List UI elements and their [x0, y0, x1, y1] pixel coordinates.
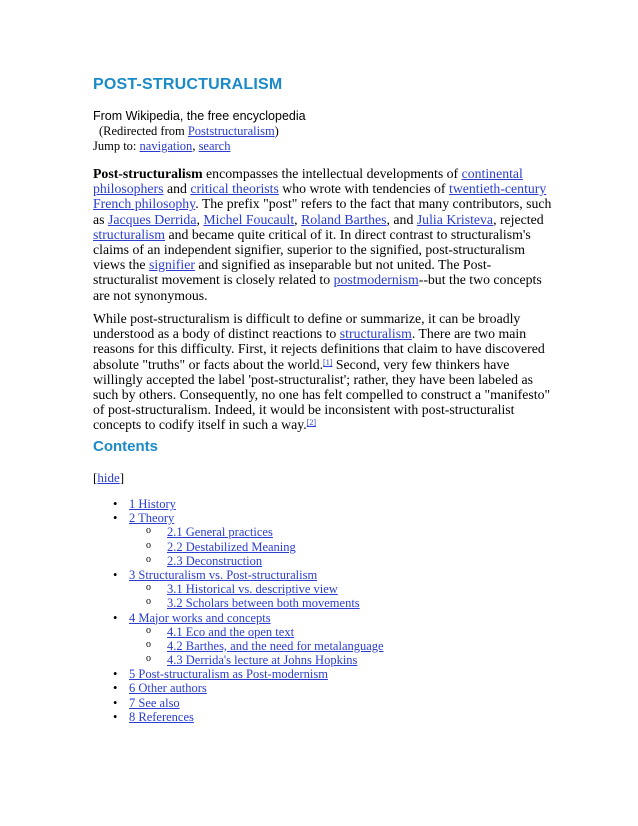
link-michel-foucault[interactable]: Michel Foucault — [203, 211, 295, 227]
table-of-contents — [93, 497, 384, 724]
toc-subitem-barthes — [93, 639, 384, 653]
toc-subitem-historical-vs-descriptive — [93, 582, 384, 596]
toc-link[interactable]: 8 References — [129, 709, 194, 724]
redirect-prefix: (Redirected from — [99, 124, 188, 138]
reference-2[interactable]: [2] — [306, 418, 316, 428]
tagline: From Wikipedia, the free encyclopedia — [93, 109, 306, 123]
toc-item-post-modernism — [93, 667, 384, 681]
second-paragraph — [93, 311, 553, 433]
link-jacques-derrida[interactable]: Jacques Derrida — [107, 211, 197, 227]
toc-link[interactable]: 4.3 Derrida's lecture at Johns Hopkins — [167, 653, 358, 668]
link-julia-kristeva[interactable]: Julia Kristeva — [416, 211, 494, 227]
toc-item-major-works — [93, 611, 384, 625]
page-title: POST-STRUCTURALISM — [93, 76, 283, 93]
link-critical-theorists[interactable]: critical theorists — [190, 181, 279, 197]
toc-subitem-destabilized-meaning — [93, 540, 384, 554]
jump-links — [93, 139, 230, 154]
jump-navigation-link[interactable]: navigation — [139, 139, 193, 153]
text-run: Second, very few thinkers have willingly accepted the label 'post-structuralist'; rather, they have been labeled as such by others. Consequently, no one has felt compelled to construct a "manifesto" of post-structuralism. Indeed, it would be inconsistent with post-structuralist concepts to codify itself in such a way. — [93, 356, 551, 433]
jump-separator: , — [192, 139, 199, 153]
toc-subitem-deconstruction — [93, 554, 384, 568]
toc-link[interactable]: 5 Post-structuralism as Post-modernism — [129, 667, 328, 682]
text-run: who wrote with tendencies of — [278, 181, 449, 197]
contents-heading: Contents — [93, 438, 158, 455]
bold-term: Post-structuralism — [93, 166, 203, 181]
text-run: , — [196, 211, 204, 227]
toc-link[interactable]: 4.2 Barthes, and the need for metalanguage — [167, 638, 384, 653]
link-signifier[interactable]: signifier — [148, 257, 195, 273]
link-continental-philosophers[interactable]: continental philosophers — [93, 166, 523, 197]
bracket-close: ] — [119, 470, 125, 485]
toc-toggle — [93, 470, 124, 486]
toc-subitem-eco — [93, 625, 384, 639]
redirect-notice — [99, 124, 279, 139]
text-run: --but the two concepts are not synonymous. — [93, 272, 542, 303]
toc-link[interactable]: 3.2 Scholars between both movements — [167, 596, 360, 611]
intro-paragraph — [93, 166, 553, 303]
toc-link[interactable]: 2 Theory — [129, 511, 175, 526]
toc-link[interactable]: 3 Structuralism vs. Post-structuralism — [129, 567, 318, 582]
text-run: , — [294, 211, 302, 227]
toc-subitem-derrida-lecture — [93, 653, 384, 667]
link-postmodernism[interactable]: postmodernism — [333, 272, 419, 288]
toc-link[interactable]: 1 History — [129, 497, 176, 511]
text-run: , rejected — [493, 211, 544, 227]
text-run: . There are two main reasons for this difficulty. First, it rejects definitions that claim to have discovered absolute "truths" or facts about the world. — [93, 326, 545, 372]
text-run: and — [163, 181, 191, 197]
hide-toc-link[interactable]: hide — [97, 470, 120, 485]
toc-subitem-scholars-between — [93, 596, 384, 610]
toc-link[interactable]: 6 Other authors — [129, 681, 207, 696]
toc-item-see-also — [93, 696, 384, 710]
toc-link[interactable]: 2.3 Deconstruction — [167, 553, 263, 568]
text-run: encompasses the intellectual developments of — [202, 166, 462, 181]
jump-prefix: Jump to: — [93, 139, 140, 153]
text-run: . The prefix "post" refers to the fact that many contributors, such as — [93, 196, 552, 227]
text-run: and became quite critical of it. In direct contrast to structuralism's claims of an independent signifier, superior to the signified, post-structuralism views the — [93, 226, 531, 273]
toc-link[interactable]: 2.2 Destabilized Meaning — [167, 539, 296, 554]
link-twentieth-century-french-philosophy[interactable]: twentieth-century French philosophy — [93, 181, 547, 212]
toc-link[interactable]: 4 Major works and concepts — [129, 610, 271, 625]
toc-item-structuralism-vs-post — [93, 568, 384, 582]
redirect-link[interactable]: Poststructuralism — [187, 124, 275, 138]
toc-link[interactable]: 4.1 Eco and the open text — [167, 624, 295, 639]
toc-item-references — [93, 710, 384, 724]
toc-subitem-general-practices — [93, 525, 384, 539]
jump-search-link[interactable]: search — [198, 139, 231, 153]
toc-item-other-authors — [93, 681, 384, 695]
link-roland-barthes[interactable]: Roland Barthes — [301, 211, 387, 227]
toc-item-theory — [93, 511, 384, 525]
reference-1[interactable]: [1] — [323, 357, 333, 367]
redirect-suffix: ) — [274, 124, 279, 138]
bracket-open: [ — [93, 470, 98, 485]
toc-item-history — [93, 497, 384, 511]
toc-link[interactable]: 3.1 Historical vs. descriptive view — [167, 582, 338, 597]
toc-link[interactable]: 2.1 General practices — [167, 525, 273, 540]
text-run: and signified as inseparable but not united. The Post-structuralist movement is closely related to — [93, 257, 492, 288]
text-run: While post-structuralism is difficult to define or summarize, it can be broadly understood as a body of distinct reactions to — [93, 311, 521, 342]
text-run: , and — [386, 211, 417, 227]
link-structuralism-2[interactable]: structuralism — [339, 326, 412, 342]
toc-link[interactable]: 7 See also — [129, 695, 180, 710]
link-structuralism[interactable]: structuralism — [93, 226, 166, 242]
